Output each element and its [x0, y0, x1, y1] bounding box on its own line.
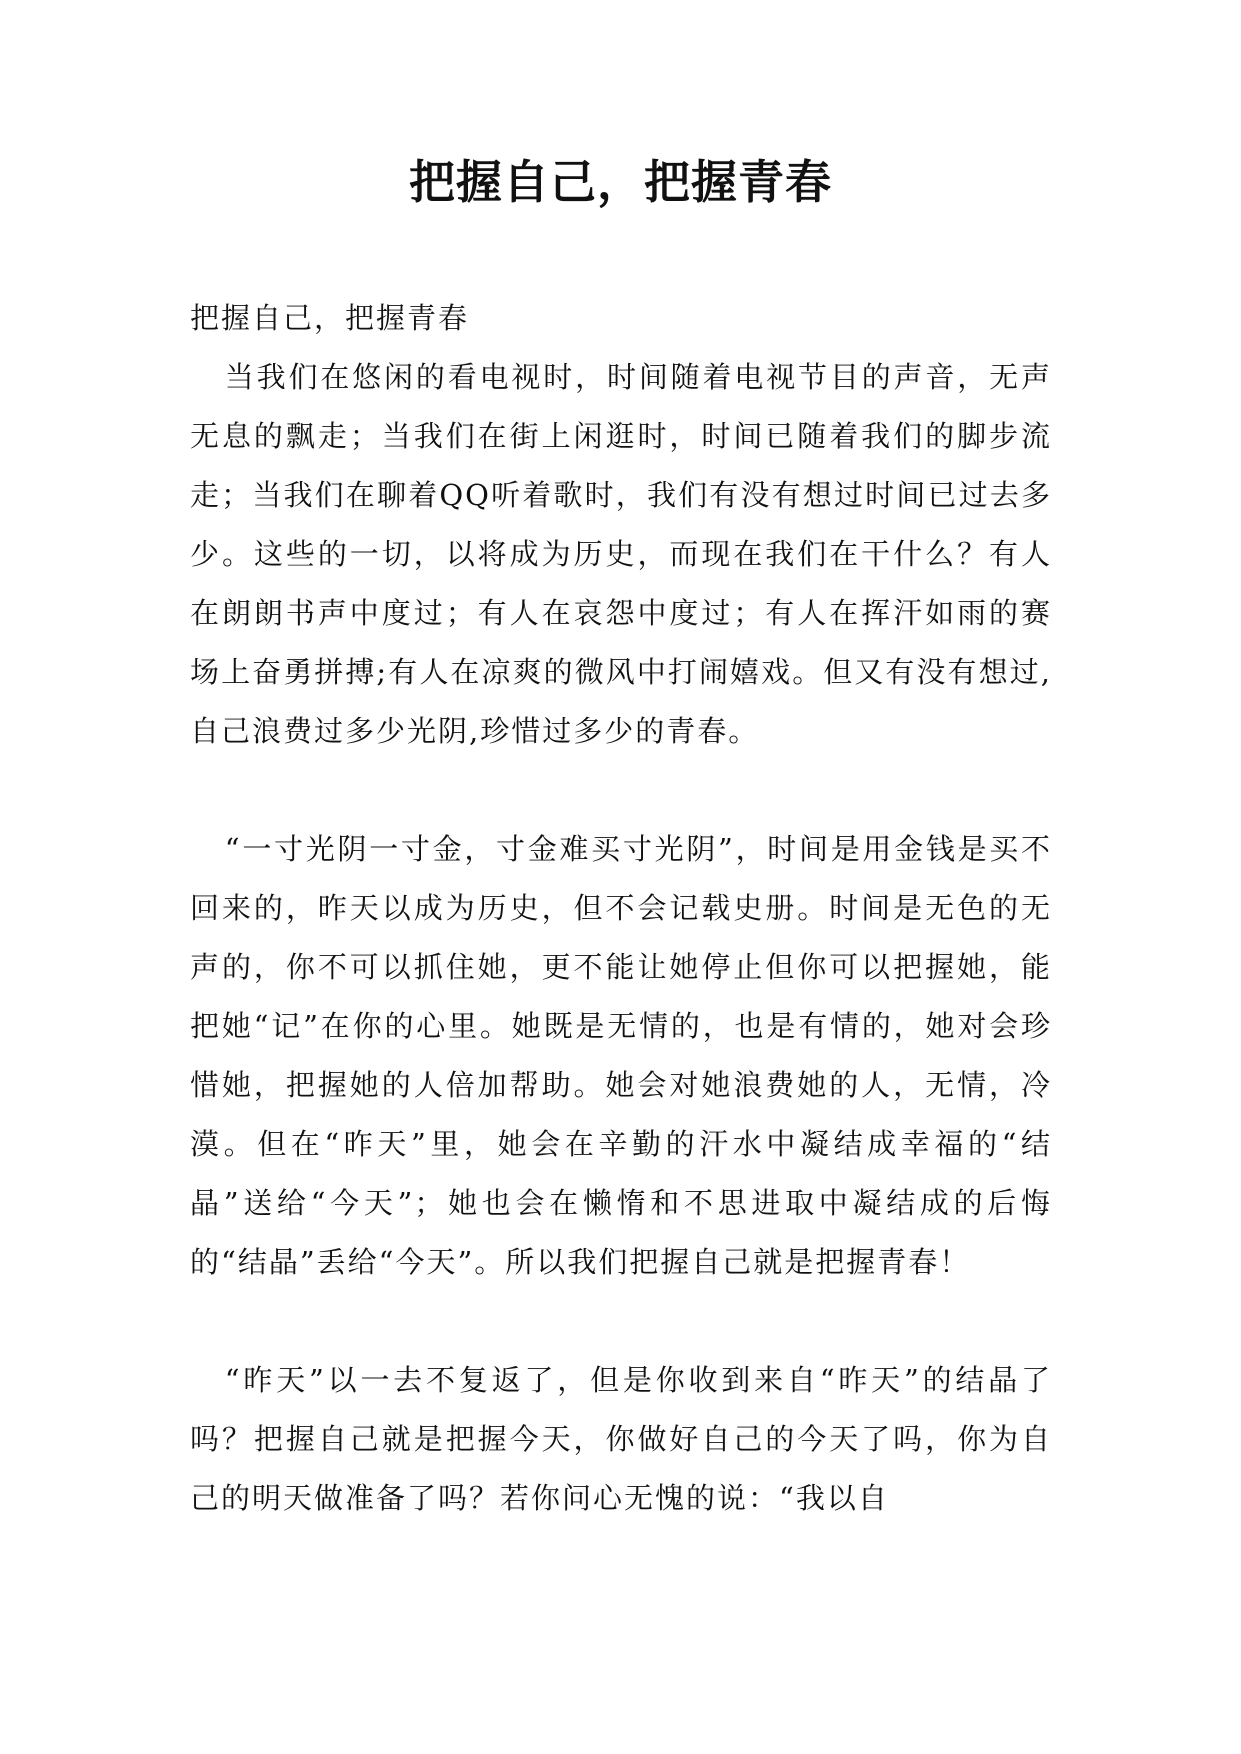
- paragraph: 当我们在悠闲的看电视时，时间随着电视节目的声音，无声无息的飘走；当我们在街上闲逛时，时间已随着我们的脚步流走；当我们在聊着QQ听着歌时，我们有没有想过时间已过去多少。这些的一切，以将成为历史，而现在我们在干什么？有人在朗朗书声中度过；有人在哀怨中度过；有人在挥汗如雨的赛场上奋勇拼搏;有人在凉爽的微风中打闹嬉戏。但又有没有想过,自己浪费过多少光阴,珍惜过多少的青春。: [190, 360, 1052, 748]
- paragraph-spacer: [190, 761, 1052, 820]
- document-body: [190, 289, 1052, 1528]
- paragraph: “一寸光阴一寸金，寸金难买寸光阴”，时间是用金钱是买不回来的，昨天以成为历史，但不会记载史册。时间是无色的无声的，你不可以抓住她，更不能让她停止但你可以把握她，能把她“记”在你的心里。她既是无情的，也是有情的，她对会珍惜她，把握她的人倍加帮助。她会对她浪费她的人，无情，冷漠。但在“昨天”里，她会在辛勤的汗水中凝结成幸福的“结晶”送给“今天”；她也会在懒惰和不思进取中凝结成的后悔的“结晶”丢给“今天”。所以我们把握自己就是把握青春！: [190, 832, 1052, 1279]
- document-subtitle: 把握自己，把握青春: [190, 301, 470, 335]
- paragraph-spacer: [190, 1292, 1052, 1351]
- document-title: 把握自己，把握青春: [409, 155, 832, 209]
- paragraph: “昨天”以一去不复返了，但是你收到来自“昨天”的结晶了吗？把握自己就是把握今天，你做好自己的今天了吗，你为自己的明天做准备了吗？若你问心无愧的说：“我以自: [190, 1363, 1052, 1515]
